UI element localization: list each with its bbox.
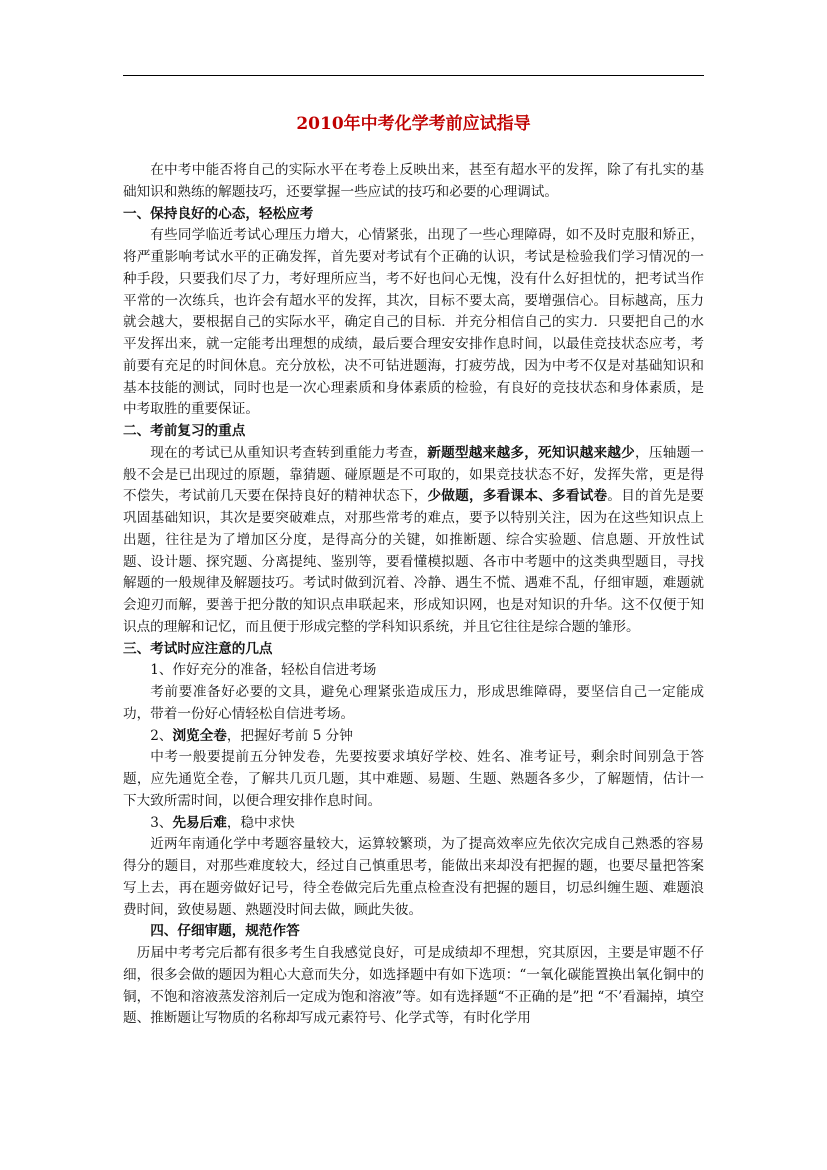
section-4-heading: 四、仔细审题，规范作答	[150, 923, 300, 940]
item-3-emphasis: 先易后难	[172, 814, 227, 831]
item-3-paragraph: 近两年南通化学中考题容量较大，运算较繁琐，为了提高效率应先依次完成自己熟悉的容易得分的题目，对那些难度较大，经过自己慎重思考，能做出来却没有把握的题，也要尽量把答案写上去，再在题旁做好记号，待全卷做完后先重点检查没有把握的题目，切忌纠缠生题、难题浪费时间，致使易题、熟题没时间去做，顾此失彼。	[123, 836, 704, 918]
item-3-number: 3、	[150, 814, 173, 831]
section-2-paragraph	[123, 443, 704, 639]
section-3-heading: 三、考试时应注意的几点	[123, 640, 273, 657]
item-2-number: 2、	[150, 727, 173, 744]
item-2-emphasis: 浏览全卷	[172, 727, 227, 744]
item-2-title	[123, 726, 704, 748]
section-2-emphasis-a: 新题型越来越多，死知识越来越少	[427, 444, 636, 461]
header-rule	[123, 75, 704, 76]
document-title: 2010年中考化学考前应试指导	[296, 114, 531, 134]
section-2-text-b: ，压轴题一般不会是已出现过的原题，靠猜题、碰原题是不可取的，如果竞技状态不好，发挥失常，更是得不偿失，考试前几天要在保持良好的精神状态下，	[123, 444, 705, 505]
section-4-paragraph: 历届中考考完后都有很多考生自我感觉良好，可是成绩却不理想，究其原因，主要是审题不仔细，很多会做的题因为粗心大意而失分，如选择题中有如下选项：“一氧化碳能置换出氧化铜中的铜，不饱和溶液蒸发溶剂后一定成为饱和溶液”等。如有选择题“不正确的是”把 “不’看漏掉，填空题、推断题让写物质的名称却写成元素符号、化学式等，有时化学用	[123, 945, 704, 1027]
item-1-title: 1、作好充分的准备，轻松自信进考场	[150, 662, 377, 679]
document-body	[123, 160, 704, 1030]
item-2-paragraph: 中考一般要提前五分钟发卷，先要按要求填好学校、姓名、准考证号，剩余时间别急于答题，应先通览全卷，了解共几页几题，其中难题、易题、生题、熟题各多少，了解题情，估计一下大致所需时间，以便合理安排作息时间。	[123, 749, 704, 809]
section-2-heading: 二、考前复习的重点	[123, 423, 246, 439]
item-3-title	[123, 813, 704, 835]
section-2-text-c: 。目的首先是要巩固基础知识，其次是要突破难点，对那些常考的难点，要予以特别关注，因为在这些知识点上出题，往往是为了增加区分度，是得高分的关键，如推断题、综合实验题、信息题、开放性试题、设计题、探究题、分离提纯、鉴别等，要看懂模拟题、各市中考题中的这类典型题目，寻找解题的一般规律及解题技巧。考试时做到沉着、冷静、遇生不慌、遇难不乱，仔细审题，难题就会迎刃而解，要善于把分散的知识点串联起来，形成知识网，也是对知识的升华。这不仅便于知识点的理解和记忆，而且便于形成完整的学科知识系统，并且它往往是综合题的雏形。	[123, 488, 705, 635]
section-1-paragraph: 有些同学临近考试心理压力增大，心情紧张，出现了一些心理障碍，如不及时克服和矫正，将严重影响考试水平的正确发挥，首先要对考试有个正确的认识，考试是检验我们学习情况的一种手段，只要我们尽了力，考好理所应当，考不好也问心无愧，没有什么好担忧的，把考试当作平常的一次练兵，也许会有超水平的发挥，其次，目标不要太高，要增强信心。目标越高，压力就会越大，要根据自己的实际水平，确定自己的目标．并充分相信自己的实力．只要把自己的水平发挥出来，就一定能考出理想的成绩，最后要合理安安排作息时间，以最佳竞技状态应考，考前要有充足的时间休息。充分放松，决不可钻进题海，打疲劳战，因为中考不仅是对基础知识和基本技能的测试，同时也是一次心理素质和身体素质的检验，有良好的竞技状态和身体素质，是中考取胜的重要保证。	[123, 227, 704, 418]
section-2-emphasis-b: 少做题，多看课本、多看试卷	[427, 488, 608, 505]
item-1-paragraph: 考前要准备好必要的文具，避免心理紧张造成压力，形成思维障碍，要坚信自己一定能成功，带着一份好心情轻松自信进考场。	[123, 684, 704, 722]
section-1-heading: 一、保持良好的心态，轻松应考	[123, 205, 314, 222]
intro-paragraph: 在中考中能否将自己的实际水平在考卷上反映出来，甚至有超水平的发挥，除了有扎实的基础知识和熟练的解题技巧，还要掌握一些应试的技巧和必要的心理调试。	[123, 162, 704, 200]
item-3-title-rest: ，稳中求快	[226, 814, 295, 831]
section-2-text-a: 现在的考试已从重知识考查转到重能力考查，	[150, 444, 428, 461]
item-2-title-rest: ，把握好考前 5 分钟	[226, 727, 353, 744]
